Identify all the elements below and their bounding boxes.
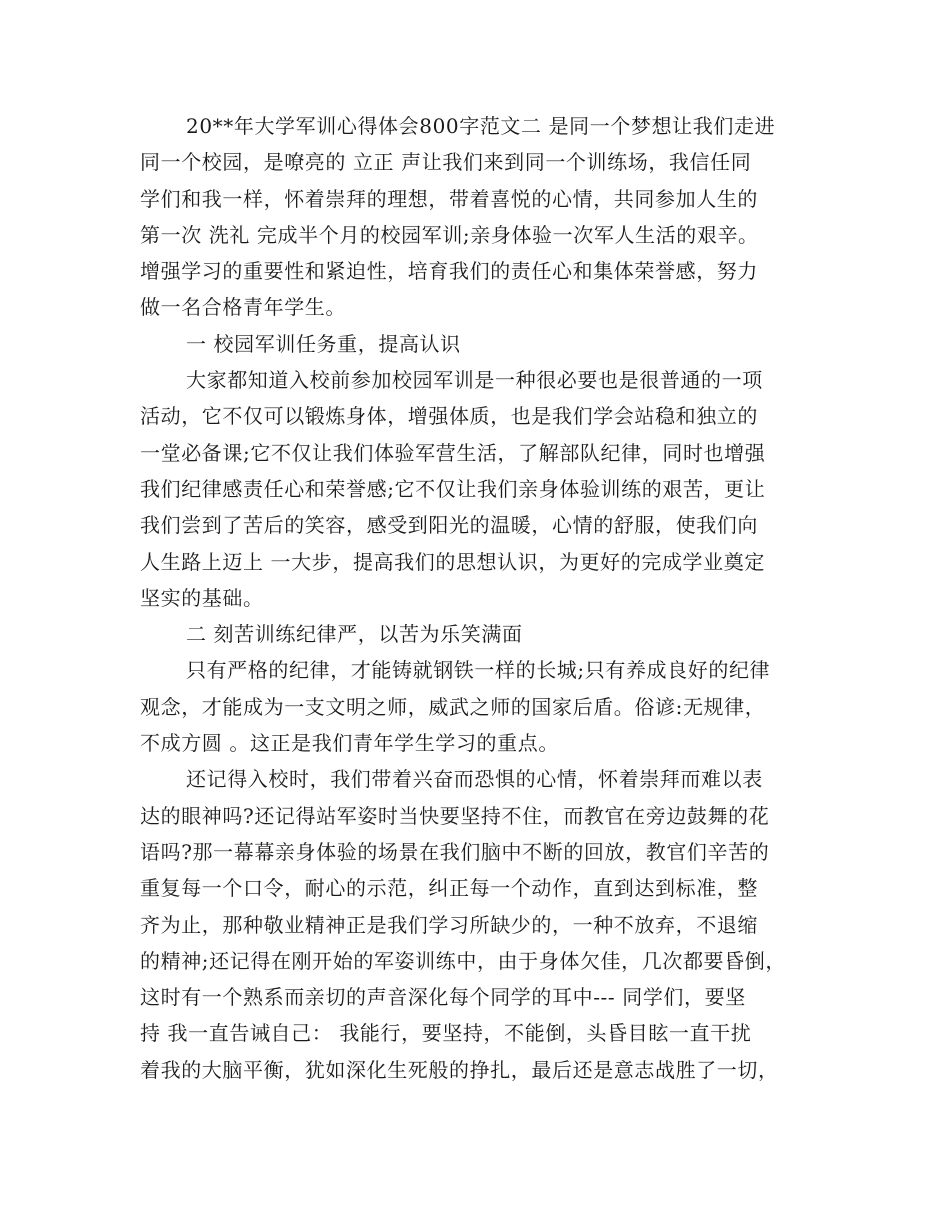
text-line: 我们尝到了苦后的笑容，感受到阳光的温暖，心情的舒服，使我们向 bbox=[140, 513, 758, 538]
text-line: 活动，它不仅可以锻炼身体，增强体质，也是我们学会站稳和独立的 bbox=[140, 404, 758, 429]
text-line: 学们和我一样，怀着崇拜的理想，带着喜悦的心情，共同参加人生的 bbox=[140, 186, 758, 211]
text-line: 我们纪律感责任心和荣誉感;它不仅让我们亲身体验训练的艰苦，更让 bbox=[140, 476, 766, 501]
text-line: 达的眼神吗?还记得站军姿时当快要坚持不住，而教官在旁边鼓舞的花 bbox=[140, 803, 770, 828]
text-line: 不成方圆 。这正是我们青年学生学习的重点。 bbox=[140, 731, 559, 756]
text-line: 着我的大脑平衡，犹如深化生死般的挣扎，最后还是意志战胜了一切， bbox=[140, 1057, 779, 1082]
text-line: 20**年大学军训心得体会800字范文二 是同一个梦想让我们走进 bbox=[186, 114, 776, 138]
text-line: 只有严格的纪律，才能铸就钢铁一样的长城;只有养成良好的纪律 bbox=[186, 658, 771, 683]
text-line: 重复每一个口令，耐心的示范，纠正每一个动作，直到达到标准，整 bbox=[140, 876, 758, 901]
text-line: 增强学习的重要性和紧迫性，培育我们的责任心和集体荣誉感，努力 bbox=[140, 259, 758, 284]
text-line: 语吗?那一幕幕亲身体验的场景在我们脑中不断的回放，教官们辛苦的 bbox=[140, 839, 770, 864]
text-line: 的精神;还记得在刚开始的军姿训练中，由于身体欠佳，几次都要昏倒， bbox=[140, 948, 786, 973]
text-line: 还记得入校时，我们带着兴奋而恐惧的心情，怀着崇拜而难以表 bbox=[186, 767, 763, 792]
text-line: 一堂必备课;它不仅让我们体验军营生活，了解部队纪律，同时也增强 bbox=[140, 440, 766, 465]
text-line: 做一名合格青年学生。 bbox=[140, 295, 346, 320]
text-line: 观念，才能成为一支文明之师，威武之师的国家后盾。俗谚:无规律， bbox=[140, 694, 766, 719]
text-line: 第一次 洗礼 完成半个月的校园军训;亲身体验一次军人生活的艰辛。 bbox=[140, 222, 759, 247]
text-line: 这时有一个熟系而亲切的声音深化每个同学的耳中--- 同学们，要坚 bbox=[140, 985, 746, 1010]
text-line: 持 我一直告诫自己： 我能行，要坚持，不能倒，头昏目眩一直干扰 bbox=[140, 1021, 752, 1046]
text-line: 同一个校园，是嘹亮的 立正 声让我们来到同一个训练场，我信任同 bbox=[140, 150, 752, 175]
text-line: 坚实的基础。 bbox=[140, 585, 264, 610]
text-line: 齐为止，那种敬业精神正是我们学习所缺少的，一种不放弃，不退缩 bbox=[140, 912, 758, 937]
section-heading: 一 校园军训任务重，提高认识 bbox=[186, 331, 461, 356]
text-line: 人生路上迈上 一大步，提高我们的思想认识，为更好的完成学业奠定 bbox=[140, 549, 765, 574]
section-heading: 二 刻苦训练纪律严，以苦为乐笑满面 bbox=[186, 622, 523, 647]
text-line: 大家都知道入校前参加校园军训是一种很必要也是很普通的一项 bbox=[186, 368, 763, 393]
document-body bbox=[140, 108, 820, 1088]
